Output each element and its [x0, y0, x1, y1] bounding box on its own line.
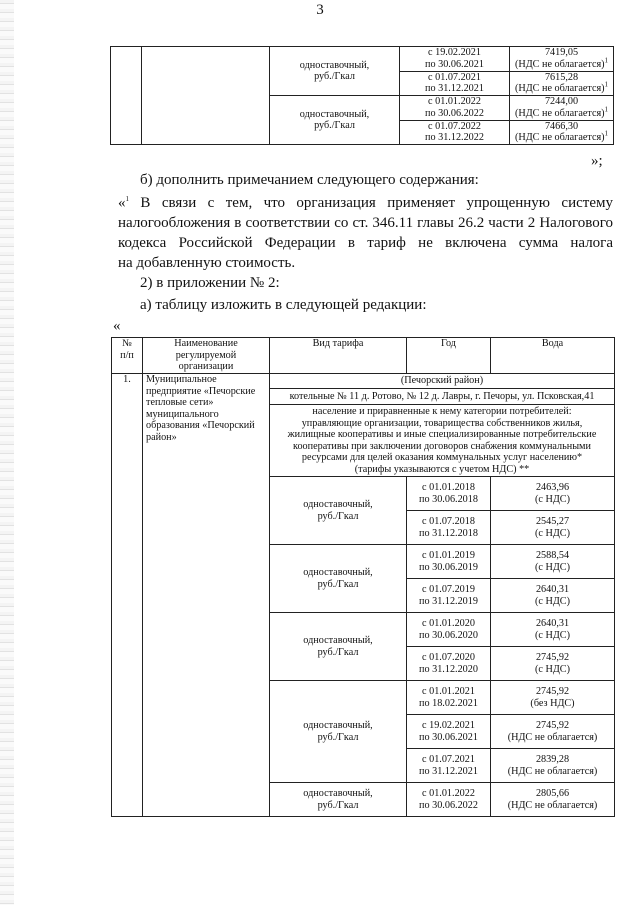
vat-note: (с НДС): [535, 527, 570, 539]
period-from: с 01.01.2020: [422, 618, 475, 629]
period-to: по 18.02.2021: [419, 697, 478, 709]
tariff-type: одноставочный, руб./Гкал: [270, 47, 400, 96]
period-to: по 31.12.2018: [419, 527, 478, 539]
period-from: с 01.07.2021: [422, 754, 475, 765]
period-to: по 30.06.2022: [425, 107, 484, 119]
tariff-type: одноставочный, руб./Гкал: [270, 613, 407, 681]
value-cell: [491, 647, 615, 681]
value-cell: [491, 715, 615, 749]
paragraph-a: а) таблицу изложить в следующей редакции:: [140, 297, 427, 313]
tariff-type: одноставочный, руб./Гкал: [270, 681, 407, 783]
header-water: Вода: [491, 338, 615, 374]
empty-cell: [111, 47, 142, 145]
tariff-value: 2545,27: [535, 516, 570, 527]
value-cell: [491, 613, 615, 647]
tariff-value: 2805,66: [535, 788, 570, 799]
header-num: № п/п: [112, 338, 143, 374]
period-from: с 01.07.2019: [422, 584, 475, 595]
tariff-value: 7615,28: [544, 71, 579, 83]
period-to: по 31.12.2022: [425, 132, 484, 144]
value-cell: [510, 96, 614, 121]
vat-note: [512, 80, 611, 95]
period-to: по 31.12.2020: [419, 663, 478, 675]
value-cell: [491, 579, 615, 613]
period-from: с 01.01.2022: [422, 788, 475, 799]
value-cell: [491, 511, 615, 545]
value-cell: [491, 545, 615, 579]
vat-note-text: (НДС не облагается): [514, 83, 605, 95]
period-to: по 30.06.2021: [425, 58, 484, 70]
vat-note-text: (НДС не облагается): [514, 132, 605, 144]
period-cell: [400, 120, 510, 145]
scan-edge: [0, 0, 14, 905]
vat-note-text: (НДС не облагается): [514, 58, 605, 70]
tariff-value: 2745,92: [535, 686, 570, 697]
quote-open: «: [113, 318, 121, 334]
period-to: по 31.12.2021: [425, 83, 484, 95]
header-org: Наименование регулируемой организации: [143, 338, 270, 374]
period-to: по 31.12.2019: [419, 595, 478, 607]
period-from: с 01.07.2020: [422, 652, 475, 663]
footnote-mark: 1: [604, 129, 609, 138]
consumer-category: население и приравненные к нему категории потребителей: управляющие организации, товарищества собственников жилья, жилищные кооперативы и иные специализированные потребительские кооперативы при заключении договоров снабжения коммунальными ресурсами для целей оказания коммунальных услуг населению* (тарифы указываются с учетом НДС) **: [270, 405, 615, 477]
value-cell: [510, 47, 614, 72]
period-from: с 01.01.2021: [422, 686, 475, 697]
tariff-value: 2745,92: [535, 652, 570, 663]
footnote-mark: 1: [604, 56, 609, 65]
vat-note: (с НДС): [535, 493, 570, 505]
note-line-1: «$^1$ В связи с тем, что организация применяет упрощенную систему: [118, 195, 613, 211]
period-to: по 30.06.2021: [419, 731, 478, 743]
tariff-value: 7466,30: [544, 120, 579, 132]
period-cell: [400, 47, 510, 72]
period-from: с 01.01.2019: [422, 550, 475, 561]
header-tariff: Вид тарифа: [270, 338, 407, 374]
note-line-3: кодекса Российской Федерации в тариф не включена сумма налога: [118, 235, 613, 251]
period-to: по 31.12.2021: [419, 765, 478, 777]
tariff-type: одноставочный, руб./Гкал: [270, 477, 407, 545]
period-to: по 30.06.2022: [419, 799, 478, 811]
vat-note: (с НДС): [535, 663, 570, 675]
period-from: с 01.07.2018: [422, 516, 475, 527]
period-from: с 19.02.2021: [428, 47, 481, 59]
tariff-table-appendix-2: [111, 337, 615, 817]
paragraph-2: 2) в приложении № 2:: [140, 275, 280, 291]
period-cell: [407, 545, 491, 579]
footnote-mark: 1: [604, 80, 609, 89]
period-cell: [407, 715, 491, 749]
organization-name: Муниципальное предприятие «Печорские тепловые сети» муниципального образования «Печорский район»: [143, 374, 270, 817]
vat-note: [512, 129, 611, 144]
period-from: с 01.01.2022: [428, 96, 481, 108]
vat-note: [512, 56, 611, 71]
boiler-houses: котельные № 11 д. Ротово, № 12 д. Лавры, г. Печоры, ул. Псковская,41: [270, 389, 615, 405]
vat-note: (НДС не облагается): [507, 765, 598, 777]
tariff-value: 2839,28: [535, 754, 570, 765]
note-line-2: налогообложения в соответствии со ст. 346.11 главы 26.2 части 2 Налогового: [118, 215, 613, 231]
period-from: с 01.01.2018: [422, 482, 475, 493]
tariff-value: 2640,31: [535, 618, 570, 629]
period-cell: [407, 477, 491, 511]
note-line-4: на добавленную стоимость.: [118, 255, 296, 271]
value-cell: [491, 749, 615, 783]
quote-close: »;: [591, 153, 603, 169]
table-row-district: [112, 374, 615, 389]
tariff-type: одноставочный, руб./Гкал: [270, 96, 400, 145]
footnote-mark: 1: [604, 105, 609, 114]
vat-note: (НДС не облагается): [507, 731, 598, 743]
tariff-value: 7419,05: [544, 47, 579, 59]
period-cell: [407, 783, 491, 817]
table-row: [111, 47, 614, 72]
tariff-value: 2463,96: [535, 482, 570, 493]
period-cell: [400, 96, 510, 121]
tariff-type: одноставочный, руб./Гкал: [270, 545, 407, 613]
table-header-row: [112, 338, 615, 374]
vat-note: (с НДС): [535, 629, 570, 641]
period-cell: [407, 749, 491, 783]
page-number: 3: [316, 2, 324, 18]
period-from: с 19.02.2021: [422, 720, 475, 731]
tariff-table-continuation: [110, 46, 614, 145]
tariff-value: 2745,92: [535, 720, 570, 731]
period-to: по 30.06.2018: [419, 493, 478, 505]
vat-note: (без НДС): [530, 697, 575, 709]
header-year: Год: [407, 338, 491, 374]
period-cell: [407, 647, 491, 681]
period-from: с 01.07.2022: [428, 120, 481, 132]
empty-cell: [142, 47, 270, 145]
period-cell: [407, 613, 491, 647]
period-cell: [407, 511, 491, 545]
tariff-value: 7244,00: [544, 96, 579, 108]
period-cell: [400, 71, 510, 96]
row-number: 1.: [112, 374, 143, 817]
tariff-type: одноставочный, руб./Гкал: [270, 783, 407, 817]
value-cell: [491, 681, 615, 715]
tariff-value: 2640,31: [535, 584, 570, 595]
value-cell: [491, 477, 615, 511]
period-from: с 01.07.2021: [428, 71, 481, 83]
value-cell: [510, 71, 614, 96]
vat-note-text: (НДС не облагается): [514, 107, 605, 119]
paragraph-b: б) дополнить примечанием следующего содержания:: [140, 172, 479, 188]
vat-note: (с НДС): [535, 561, 570, 573]
vat-note: (с НДС): [535, 595, 570, 607]
value-cell: [491, 783, 615, 817]
vat-note: (НДС не облагается): [507, 799, 598, 811]
period-cell: [407, 681, 491, 715]
period-to: по 30.06.2020: [419, 629, 478, 641]
value-cell: [510, 120, 614, 145]
tariff-value: 2588,54: [535, 550, 570, 561]
period-to: по 30.06.2019: [419, 561, 478, 573]
district-name: (Печорский район): [270, 374, 615, 389]
period-cell: [407, 579, 491, 613]
vat-note: [512, 105, 611, 120]
